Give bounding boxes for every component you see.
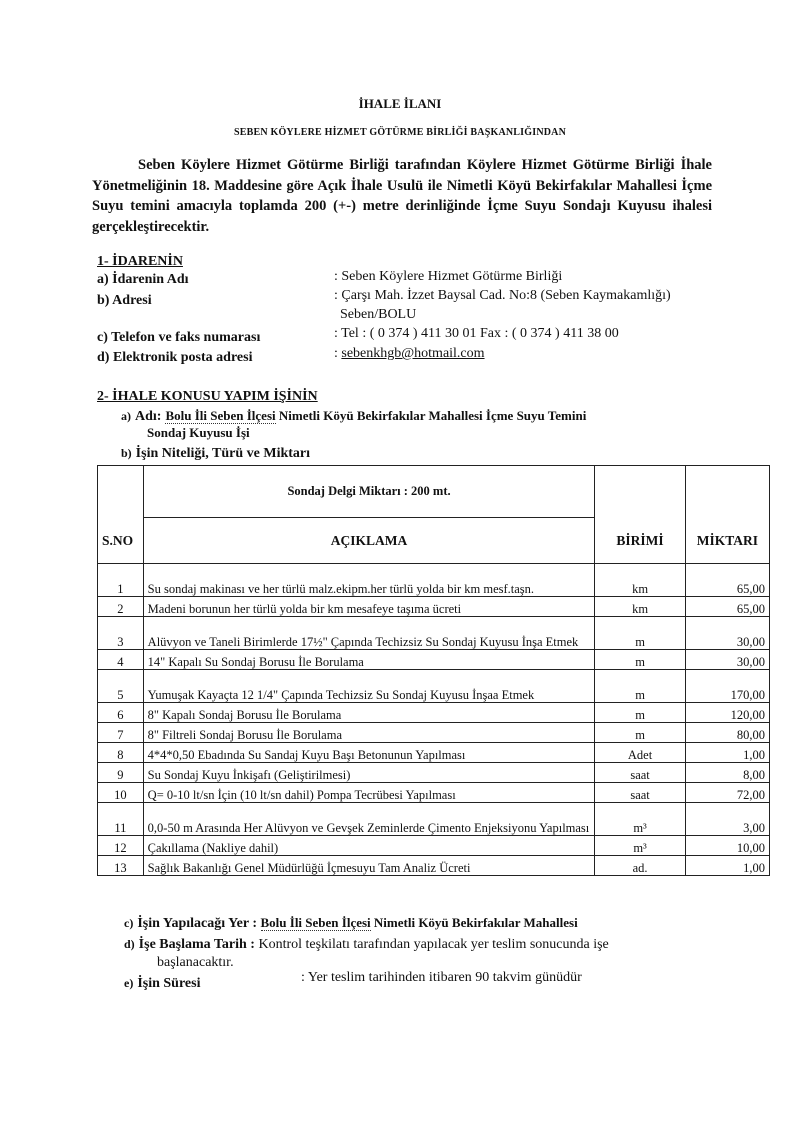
table-row [98, 723, 770, 743]
page-title: İHALE İLANI [358, 96, 442, 111]
location-label: İşin Yapılacağı Yer [137, 916, 249, 931]
row-unit: Adet [595, 743, 685, 763]
row-unit: m³ [595, 836, 685, 856]
table-row [98, 564, 770, 597]
email-label: d) Elektronik posta adresi [97, 350, 253, 365]
job-name-rest: Nimetli Köyü Bekirfakılar Mahallesi İçme Suyu Temini [275, 408, 587, 423]
row-quantity: 65,00 [685, 597, 769, 617]
row-description: Madeni borunun her türlü yolda bir km mesafeye taşıma ücreti [143, 597, 595, 617]
header-unit: BİRİMİ [595, 518, 685, 564]
row-unit: km [595, 597, 685, 617]
row-unit: km [595, 564, 685, 597]
address-city: Seben/BOLU [340, 307, 417, 322]
table-row [98, 836, 770, 856]
row-quantity: 30,00 [685, 617, 769, 650]
row-unit: m³ [595, 803, 685, 836]
start-date-value-line2: başlanacaktır. [157, 955, 234, 970]
intro-paragraph: Seben Köylere Hizmet Götürme Birliği tarafından Köylere Hizmet Götürme Birliği İhale Yönetmeliğinin 18. Maddesine göre Açık İhale Usulü ile Nimetli Köyü Bekirfakılar Mahallesi İçme Suyu temini amacıyla toplamda 200 (+-) metre derinliğinde İçme Suyu Sondajı Kuyusu ihalesi gerçekleştirecektir. [92, 157, 712, 235]
row-description: 0,0-50 m Arasında Her Alüvyon ve Gevşek Zeminlerde Çimento Enjeksiyonu Yapılması [143, 803, 595, 836]
table-row [98, 670, 770, 703]
row-quantity: 65,00 [685, 564, 769, 597]
row-description: 4*4*0,50 Ebadında Su Sandaj Kuyu Başı Betonunun Yapılması [143, 743, 595, 763]
row-number: 3 [98, 617, 144, 650]
row-number: 2 [98, 597, 144, 617]
row-unit: m [595, 703, 685, 723]
item-d-letter: d) [124, 937, 135, 951]
row-quantity: 3,00 [685, 803, 769, 836]
row-description: Q= 0-10 lt/sn İçin (10 lt/sn dahil) Pompa Tecrübesi Yapılması [143, 783, 595, 803]
row-description: Su sondaj makinası ve her türlü malz.ekipm.her türlü yolda bir km mesf.taşn. [143, 564, 595, 597]
email-colon: : [334, 346, 342, 361]
table-row [98, 650, 770, 670]
row-quantity: 80,00 [685, 723, 769, 743]
drilling-amount-caption: Sondaj Delgi Miktarı : 200 mt. [143, 466, 595, 518]
admin-name-label: a) İdarenin Adı [97, 272, 189, 287]
row-unit: m [595, 617, 685, 650]
row-quantity: 10,00 [685, 836, 769, 856]
table-row [98, 617, 770, 650]
item-e-letter: e) [124, 976, 134, 990]
duration-value: : Yer teslim tarihinden itibaren 90 takvim günüdür [301, 970, 582, 985]
row-quantity: 30,00 [685, 650, 769, 670]
location-place: Bolu İli Seben İlçesi [260, 915, 371, 930]
job-name-line2: Sondaj Kuyusu İşi [147, 425, 250, 440]
row-number: 1 [98, 564, 144, 597]
table-row [98, 783, 770, 803]
phone-fax-label: c) Telefon ve faks numarası [97, 330, 261, 345]
row-quantity: 120,00 [685, 703, 769, 723]
address-label: b) Adresi [97, 293, 152, 308]
row-description: Çakıllama (Nakliye dahil) [143, 836, 595, 856]
issuer-subtitle: SEBEN KÖYLERE HİZMET GÖTÜRME BİRLİĞİ BAŞKANLIĞINDAN [233, 127, 567, 138]
row-number: 4 [98, 650, 144, 670]
row-number: 10 [98, 783, 144, 803]
row-number: 13 [98, 856, 144, 876]
row-quantity: 72,00 [685, 783, 769, 803]
table-row [98, 803, 770, 836]
row-quantity: 1,00 [685, 743, 769, 763]
table-row [98, 763, 770, 783]
section1-heading: 1- İDARENİN [97, 254, 183, 269]
job-name-label: Adı: [135, 409, 162, 424]
start-date-value: Kontrol teşkilatı tarafından yapılacak yer teslim sonucunda işe [254, 937, 609, 952]
row-number: 12 [98, 836, 144, 856]
row-description: Sağlık Bakanlığı Genel Müdürlüğü İçmesuyu Tam Analiz Ücreti [143, 856, 595, 876]
table-row [98, 743, 770, 763]
row-number: 6 [98, 703, 144, 723]
row-number: 11 [98, 803, 144, 836]
row-unit: m [595, 723, 685, 743]
email-link[interactable]: sebenkhgb@hotmail.com [341, 346, 485, 361]
item-c-letter: c) [124, 916, 134, 930]
row-description: Alüvyon ve Taneli Birimlerde 17½" Çapında Techizsiz Su Sondaj Kuyusu İnşa Etmek [143, 617, 595, 650]
row-quantity: 8,00 [685, 763, 769, 783]
row-description: 14" Kapalı Su Sondaj Borusu İle Borulama [143, 650, 595, 670]
table-row [98, 597, 770, 617]
table-row [98, 703, 770, 723]
row-description: 8" Kapalı Sondaj Borusu İle Borulama [143, 703, 595, 723]
row-unit: m [595, 650, 685, 670]
work-items-table [97, 465, 770, 876]
table-header-row [98, 518, 770, 564]
header-sno: S.NO [98, 518, 144, 564]
row-unit: m [595, 670, 685, 703]
header-description: AÇIKLAMA [143, 518, 595, 564]
table-caption-row [98, 466, 770, 518]
row-description: Su Sondaj Kuyu İnkişafı (Geliştirilmesi) [143, 763, 595, 783]
location-rest: Nimetli Köyü Bekirfakılar Mahallesi [370, 915, 578, 930]
row-quantity: 170,00 [685, 670, 769, 703]
row-description: 8" Filtreli Sondaj Borusu İle Borulama [143, 723, 595, 743]
admin-name-value: : Seben Köylere Hizmet Götürme Birliği [334, 269, 563, 284]
location-colon: : [248, 916, 261, 931]
address-value: : Çarşı Mah. İzzet Baysal Cad. No:8 (Seben Kaymakamlığı) [334, 288, 671, 303]
item-a-letter: a) [121, 409, 131, 423]
row-number: 5 [98, 670, 144, 703]
row-unit: saat [595, 783, 685, 803]
item-b-letter: b) [121, 446, 132, 460]
row-quantity: 1,00 [685, 856, 769, 876]
section2-heading: 2- İHALE KONUSU YAPIM İŞİNİN [97, 389, 318, 404]
duration-label: İşin Süresi [137, 976, 201, 991]
table-row [98, 856, 770, 876]
job-name-place: Bolu İli Seben İlçesi [165, 408, 276, 423]
row-unit: saat [595, 763, 685, 783]
row-number: 9 [98, 763, 144, 783]
header-quantity: MİKTARI [685, 518, 769, 564]
row-description: Yumuşak Kayaçta 12 1/4" Çapında Techizsiz Su Sondaj Kuyusu İnşaa Etmek [143, 670, 595, 703]
row-number: 7 [98, 723, 144, 743]
row-number: 8 [98, 743, 144, 763]
start-date-label: İşe Başlama Tarih : [138, 937, 255, 952]
phone-fax-value: : Tel : ( 0 374 ) 411 30 01 Fax : ( 0 374 ) 411 38 00 [334, 326, 619, 341]
row-unit: ad. [595, 856, 685, 876]
job-nature-label: İşin Niteliği, Türü ve Miktarı [135, 446, 311, 461]
